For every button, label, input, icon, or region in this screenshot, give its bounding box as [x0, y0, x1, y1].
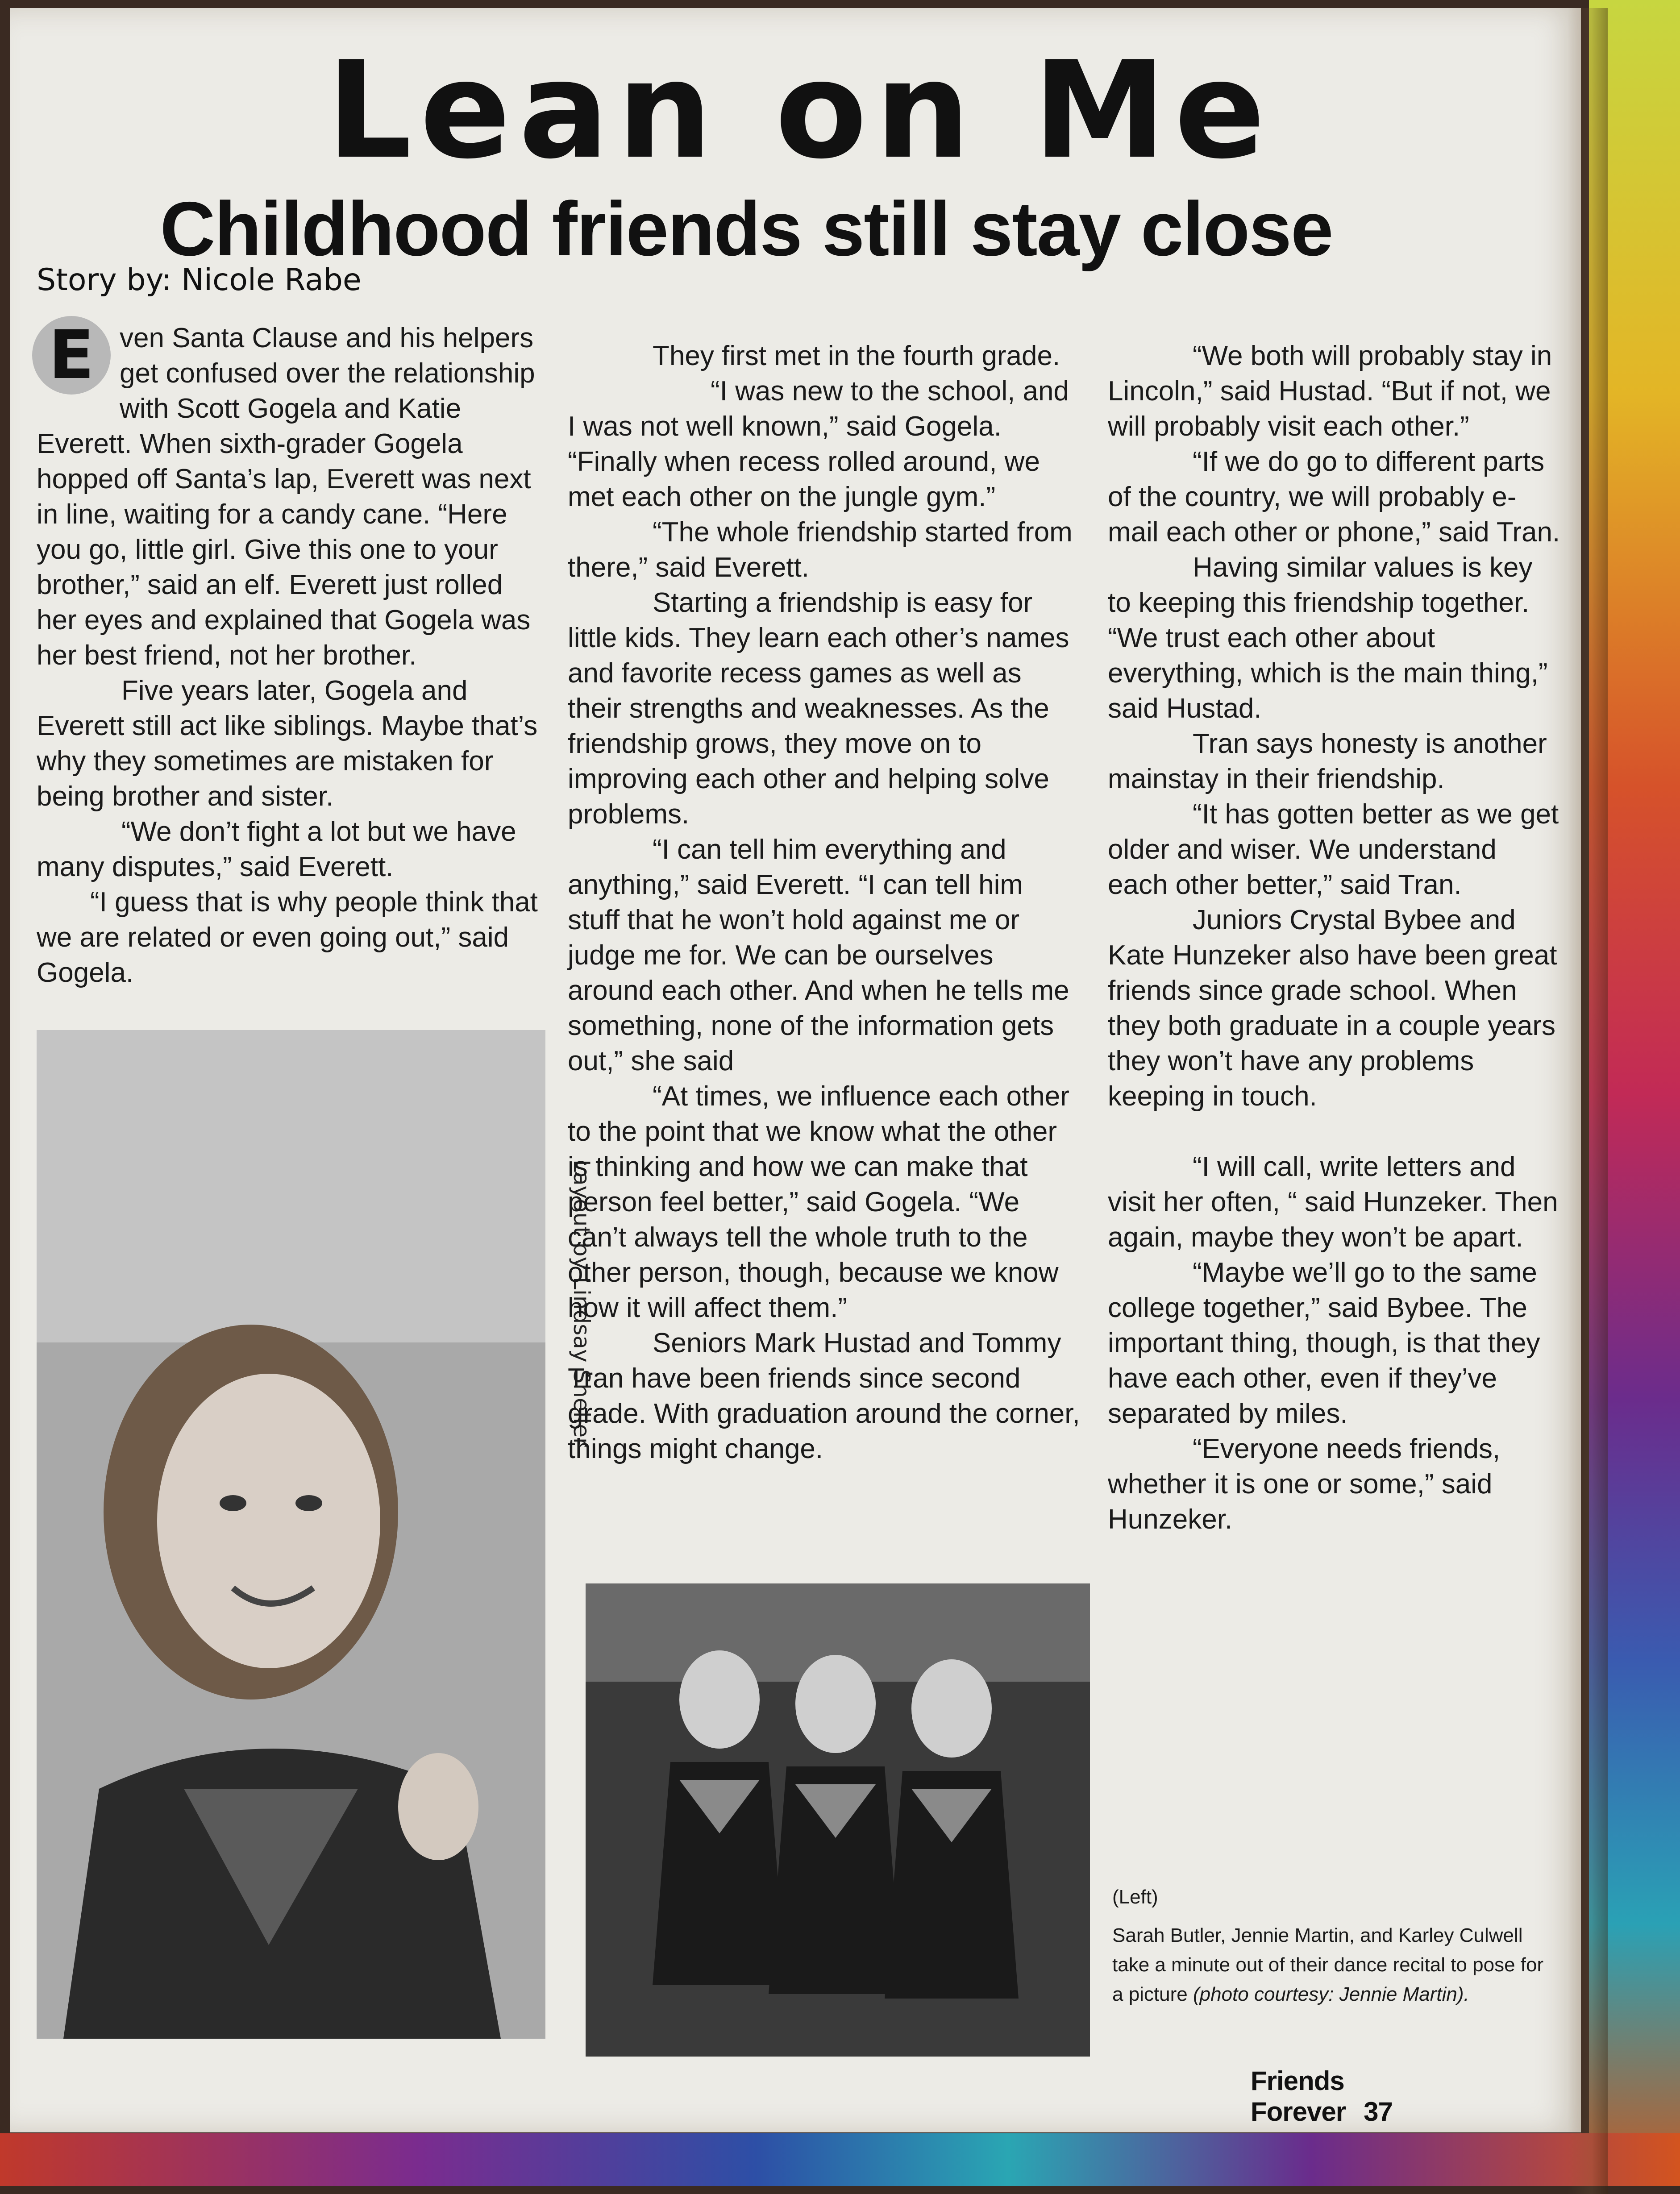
- paragraph-16: “It has gotten better as we get older and wiser. We understand each other better,” said Tran.: [1108, 799, 1559, 900]
- paragraph-20: “Everyone needs friends, whether it is one or some,” said Hunzeker.: [1108, 1434, 1501, 1535]
- article-column-2: [568, 338, 1081, 1467]
- paragraph-12: “We both will probably stay in Lincoln,” said Hustad. “But if not, we will probably visit each other.”: [1108, 341, 1552, 442]
- paragraph-8: Starting a friendship is easy for little kids. They learn each other’s names and favorite recess games as well as their strengths and weaknesses. As the friendship grows, they move on to improving each other and helping solve problems.: [568, 587, 1069, 830]
- paragraph-19: “Maybe we’ll go to the same college together,” said Bybee. The important thing, though, is that they have each other, even if they’ve separated by miles.: [1108, 1257, 1540, 1429]
- drop-cap: E: [32, 316, 111, 395]
- page-number: 37: [1364, 2097, 1393, 2127]
- paragraph-7: “The whole friendship started from there,” said Everett.: [568, 517, 1073, 583]
- page-footer: [1251, 2065, 1474, 2127]
- section-name: Friends Forever: [1251, 2066, 1346, 2127]
- paragraph-14: Having similar values is key to keeping this friendship together. “We trust each other about everything, which is the main thing,” said Hustad.: [1108, 552, 1548, 724]
- paragraph-3: “We don’t fight a lot but we have many disputes,” said Everett.: [37, 816, 516, 882]
- paragraph-10: “At times, we influence each other to the point that we know what the other is thinking and how we can make that person feel better,” said Gogela. “We can’t always tell the whole truth to the other person, though, because we know how it will affect them.”: [568, 1081, 1069, 1323]
- caption-label: (Left): [1112, 1886, 1158, 1908]
- paragraph-18: “I will call, write letters and visit her often, “ said Hunzeker. Then again, maybe they won’t be apart.: [1108, 1151, 1558, 1253]
- page-gutter-shade: [1568, 8, 1608, 2194]
- paragraph-5: They first met in the fourth grade.: [653, 341, 1060, 371]
- paragraph-4: “I guess that is why people think that we are related or even going out,” said Gogela.: [37, 887, 538, 988]
- paragraph-15: Tran says honesty is another mainstay in their friendship.: [1108, 728, 1547, 794]
- portrait-illustration: [37, 1030, 545, 2039]
- caption-credit: (photo courtesy: Jennie Martin).: [1193, 1983, 1469, 2005]
- yearbook-page: [10, 8, 1581, 2132]
- photo-caption: [1112, 1882, 1559, 2009]
- paragraph-9: “I can tell him everything and anything,” said Everett. “I can tell him stuff that he won’t hold against me or judge me for. We can be ourselves around each other. And when he tells me something, none of the information gets out,” she said: [568, 834, 1069, 1076]
- paragraph-1: E ven Santa Clause and his helpers get confused over the relationship with Scott Gogela and Katie Everett. When sixth-grader Gogela hopped off Santa’s lap, Everett was next in line, waiting for a candy cane. “Here you go, little girl. Give this one to your brother,” said an elf. Everett just rolled her eyes and explained that Gogela was her best friend, not her brother.: [37, 320, 550, 673]
- dance-recital-illustration: [586, 1583, 1090, 2057]
- layout-credit: Layout by Lindsay Sheller: [569, 1159, 595, 1447]
- paragraph-6: “I was new to the school, and I was not well known,” said Gogela. “Finally when recess rolled around, we met each other on the jungle gym.”: [568, 376, 1069, 512]
- subhead: Childhood friends still stay close: [160, 186, 1333, 272]
- caption-text: Sarah Butler, Jennie Martin, and Karley Culwell take a minute out of their dance recital to pose for a picture (photo courtesy: Jennie Martin).: [1112, 1924, 1544, 2005]
- paragraph-17: Juniors Crystal Bybee and Kate Hunzeker also have been great friends since grade school. When they both graduate in a couple years they won’t have any problems keeping in touch.: [1108, 905, 1557, 1112]
- article-column-3: [1108, 338, 1563, 1537]
- portrait-photo: [37, 1030, 545, 2039]
- dance-recital-photo: [586, 1583, 1090, 2057]
- byline: Story by: Nicole Rabe: [37, 262, 362, 298]
- paragraph-11: Seniors Mark Hustad and Tommy Tran have been friends since second grade. With graduation around the corner, things might change.: [568, 1328, 1080, 1464]
- article-column-1: [37, 316, 550, 990]
- book-edge-bottom: [0, 2133, 1680, 2186]
- paragraph-2: Five years later, Gogela and Everett still act like siblings. Maybe that’s why they sometimes are mistaken for being brother and sister.: [37, 675, 538, 812]
- paragraph-13: “If we do go to different parts of the country, we will probably e-mail each other or phone,” said Tran.: [1108, 446, 1560, 548]
- headline: Lean on Me: [326, 33, 1273, 188]
